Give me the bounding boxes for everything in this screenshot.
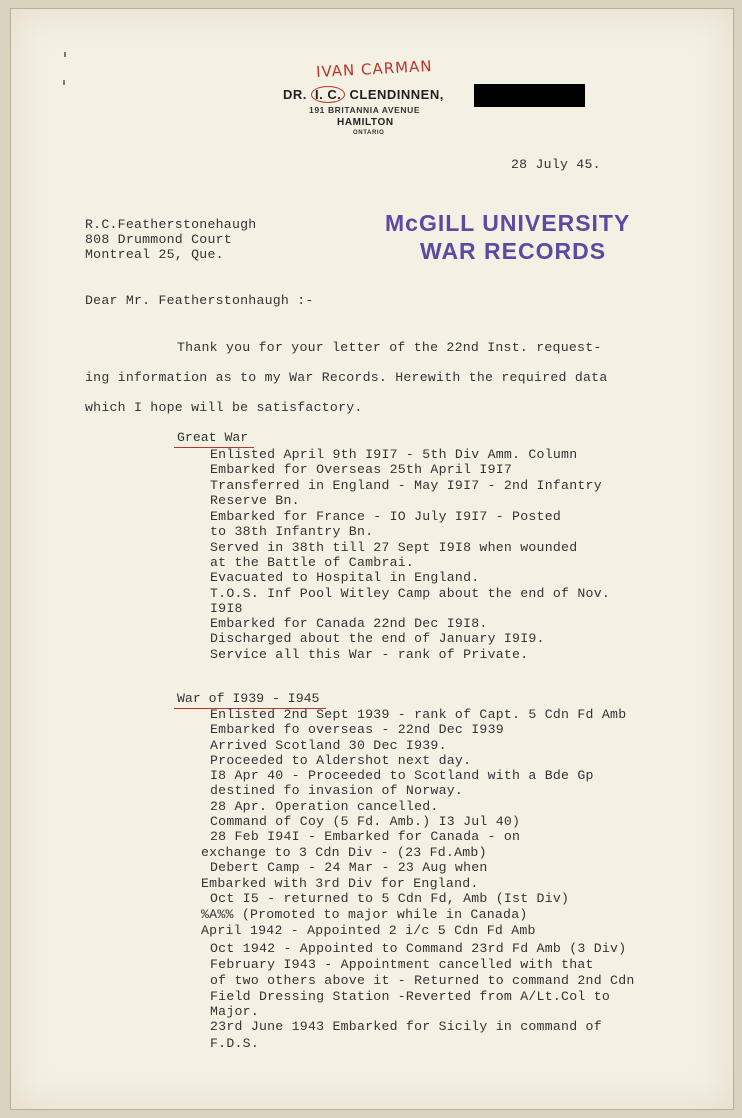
letterhead-address: 191 BRITANNIA AVENUE xyxy=(309,105,421,115)
recipient-line: 808 Drummond Court xyxy=(85,232,232,247)
great-war-line: Enlisted April 9th I9I7 - 5th Div Amm. Column xyxy=(210,447,578,462)
letter-date: 28 July 45. xyxy=(511,157,601,172)
intro-line: ing information as to my War Records. Herewith the required data xyxy=(85,370,608,385)
recipient-line: Montreal 25, Que. xyxy=(85,247,224,262)
ww2-line: %A%% (Promoted to major while in Canada) xyxy=(201,907,528,922)
ww2-line: Arrived Scotland 30 Dec I939. xyxy=(210,738,447,753)
ww2-line: Command of Coy (5 Fd. Amb.) I3 Jul 40) xyxy=(210,814,521,829)
great-war-line: to 38th Infantry Bn. xyxy=(210,524,374,539)
intro-line: Thank you for your letter of the 22nd Inst. request- xyxy=(177,340,602,355)
ww2-line: April 1942 - Appointed 2 i/c 5 Cdn Fd Amb xyxy=(201,923,536,938)
letterhead-title: DR. xyxy=(283,87,307,102)
great-war-line: Evacuated to Hospital in England. xyxy=(210,570,480,585)
ww2-line: I8 Apr 40 - Proceeded to Scotland with a Bde Gp xyxy=(210,768,594,783)
letterhead-name xyxy=(283,86,444,103)
great-war-line: Embarked for Overseas 25th April I9I7 xyxy=(210,462,513,477)
margin-mark xyxy=(64,52,66,57)
ww2-line: Proceeded to Aldershot next day. xyxy=(210,753,472,768)
ww2-line: 28 Apr. Operation cancelled. xyxy=(210,799,439,814)
ww2-line: Field Dressing Station -Reverted from A/Lt.Col to xyxy=(210,989,611,1004)
letterhead-province: ONTARIO xyxy=(353,130,385,136)
ww2-line: Enlisted 2nd Sept 1939 - rank of Capt. 5 Cdn Fd Amb xyxy=(210,707,627,722)
great-war-line: Served in 38th till 27 Sept I9I8 when wounded xyxy=(210,540,578,555)
letterhead-surname: CLENDINNEN, xyxy=(349,87,444,102)
ww2-line: Oct I5 - returned to 5 Cdn Fd, Amb (Ist Div) xyxy=(210,891,570,906)
handwritten-name: IVAN CARMAN xyxy=(315,56,433,82)
great-war-heading: Great War xyxy=(177,430,249,445)
recipient-line: R.C.Featherstonehaugh xyxy=(85,217,257,232)
ww2-line: Debert Camp - 24 Mar - 23 Aug when xyxy=(210,860,488,875)
great-war-line: Service all this War - rank of Private. xyxy=(210,647,529,662)
ww2-line: of two others above it - Returned to command 2nd Cdn xyxy=(210,973,635,988)
great-war-line: at the Battle of Cambrai. xyxy=(210,555,415,570)
redaction-bar xyxy=(474,84,585,107)
ww2-line: exchange to 3 Cdn Div - (23 Fd.Amb) xyxy=(201,845,487,860)
salutation: Dear Mr. Featherstonhaugh :- xyxy=(85,293,314,308)
ww2-line: Embarked with 3rd Div for England. xyxy=(201,876,479,891)
ww2-line: destined fo invasion of Norway. xyxy=(210,783,464,798)
intro-line: which I hope will be satisfactory. xyxy=(85,400,363,415)
ww2-line: Embarked fo overseas - 22nd Dec I939 xyxy=(210,722,504,737)
letterhead-initials: I. C. xyxy=(311,86,345,103)
margin-mark xyxy=(63,80,65,85)
great-war-line: Reserve Bn. xyxy=(210,493,300,508)
great-war-line: Embarked for France - IO July I9I7 - Posted xyxy=(210,509,562,524)
ww2-line: February I943 - Appointment cancelled with that xyxy=(210,957,594,972)
letterhead-city: HAMILTON xyxy=(337,117,394,128)
ww2-heading: War of I939 - I945 xyxy=(177,691,320,706)
ww2-line: Oct 1942 - Appointed to Command 23rd Fd Amb (3 Div) xyxy=(210,941,627,956)
great-war-line: I9I8 xyxy=(210,601,243,616)
archive-stamp-line-1: McGILL UNIVERSITY xyxy=(385,210,631,236)
ww2-line: 23rd June 1943 Embarked for Sicily in command of xyxy=(210,1019,602,1034)
archive-stamp-line-2: WAR RECORDS xyxy=(420,238,607,264)
ww2-line: 28 Feb I94I - Embarked for Canada - on xyxy=(210,829,521,844)
great-war-line: T.O.S. Inf Pool Witley Camp about the end of Nov. xyxy=(210,586,611,601)
great-war-line: Discharged about the end of January I9I9. xyxy=(210,631,545,646)
great-war-line: Embarked for Canada 22nd Dec I9I8. xyxy=(210,616,488,631)
ww2-line: F.D.S. xyxy=(210,1036,259,1051)
ww2-line: Major. xyxy=(210,1004,259,1019)
great-war-line: Transferred in England - May I9I7 - 2nd Infantry xyxy=(210,478,602,493)
